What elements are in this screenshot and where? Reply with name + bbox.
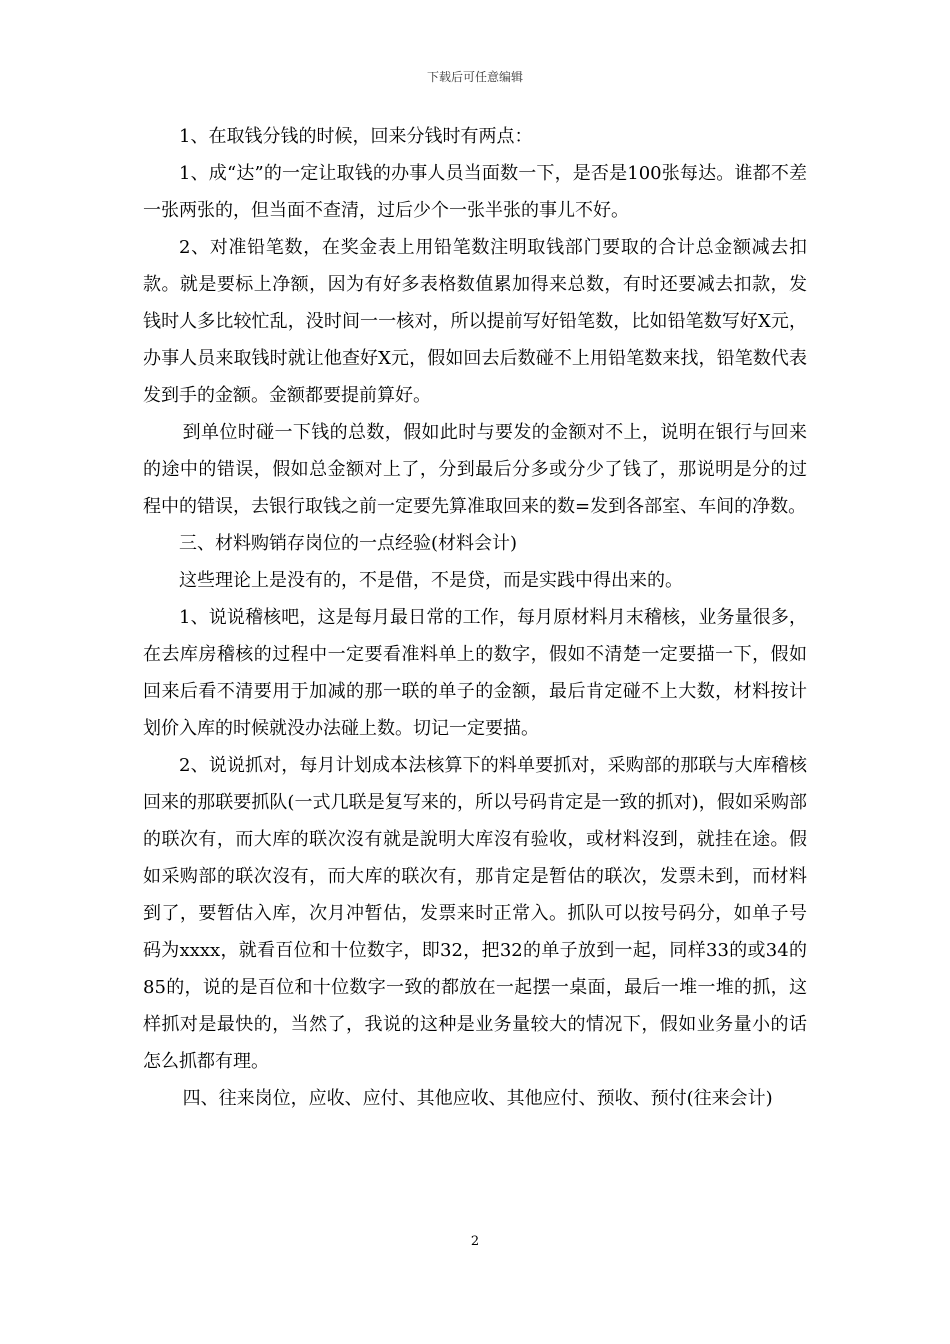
paragraph: 1、成“达”的一定让取钱的办事人员当面数一下，是否是100张每达。谁都不差一张两张的，但当面不查清，过后少个一张半张的事儿不好。 bbox=[143, 163, 807, 221]
paragraph: 2、对准铅笔数，在奖金表上用铅笔数注明取钱部门要取的合计总金额减去扣款。就是要标上净额，因为有好多表格数值累加得来总数，有时还要减去扣款，发钱时人多比较忙乱，没时间一一核对，所以提前写好铅笔数，比如铅笔数写好X元，办事人员来取钱时就让他查好X元，假如回去后数碰不上用铅笔数来找，铅笔数代表发到手的金额。金额都要提前算好。 bbox=[143, 237, 807, 406]
page-number: 2 bbox=[470, 1234, 480, 1249]
paragraph: 1、说说稽核吧，这是每月最日常的工作，每月原材料月末稽核，业务量很多，在去库房稽核的过程中一定要看准料单上的数字，假如不清楚一定要描一下，假如回来后看不清要用于加减的那一联的单子的金额，最后肯定碰不上大数，材料按计划价入库的时候就没办法碰上数。切记一定要描。 bbox=[143, 607, 807, 739]
paragraph: 到单位时碰一下钱的总数，假如此时与要发的金额对不上，说明在银行与回来的途中的错误，假如总金额对上了，分到最后分多或分少了钱了，那说明是分的过程中的错误，去银行取钱之前一定要先算准取回来的数=发到各部室、车间的净数。 bbox=[143, 422, 807, 517]
page-header: 下载后可任意编辑 bbox=[426, 70, 523, 84]
paragraph: 1、在取钱分钱的时候，回来分钱时有两点： bbox=[179, 126, 533, 147]
document-body bbox=[143, 118, 807, 1117]
section-heading: 四、往来岗位，应收、应付、其他应收、其他应付、预收、预付(往来会计) bbox=[182, 1088, 773, 1109]
paragraph: 2、说说抓对，每月计划成本法核算下的料单要抓对，采购部的那联与大库稽核回来的那联要抓队(一式几联是复写来的，所以号码肯定是一致的抓对)，假如采购部的联次有，而大库的联次沒有就是說明大库沒有验收，或材料沒到，就挂在途。假如采购部的联次沒有，而大库的联次有，那肯定是暂估的联次，发票未到，而材料到了，要暂估入库，次月冲暂估，发票来时正常入。抓队可以按号码分，如单子号码为xxxx，就看百位和十位数字，即32，把32的单子放到一起，同样33的或34的85的，说的是百位和十位数字一致的都放在一起摆一桌面，最后一堆一堆的抓，这样抓对是最快的，当然了，我说的这种是业务量较大的情况下，假如业务量小的话怎么抓都有理。 bbox=[143, 755, 807, 1072]
section-heading: 三、材料购销存岗位的一点经验(材料会计) bbox=[179, 533, 518, 554]
paragraph: 这些理论上是没有的，不是借，不是贷，而是实践中得出来的。 bbox=[179, 570, 683, 591]
